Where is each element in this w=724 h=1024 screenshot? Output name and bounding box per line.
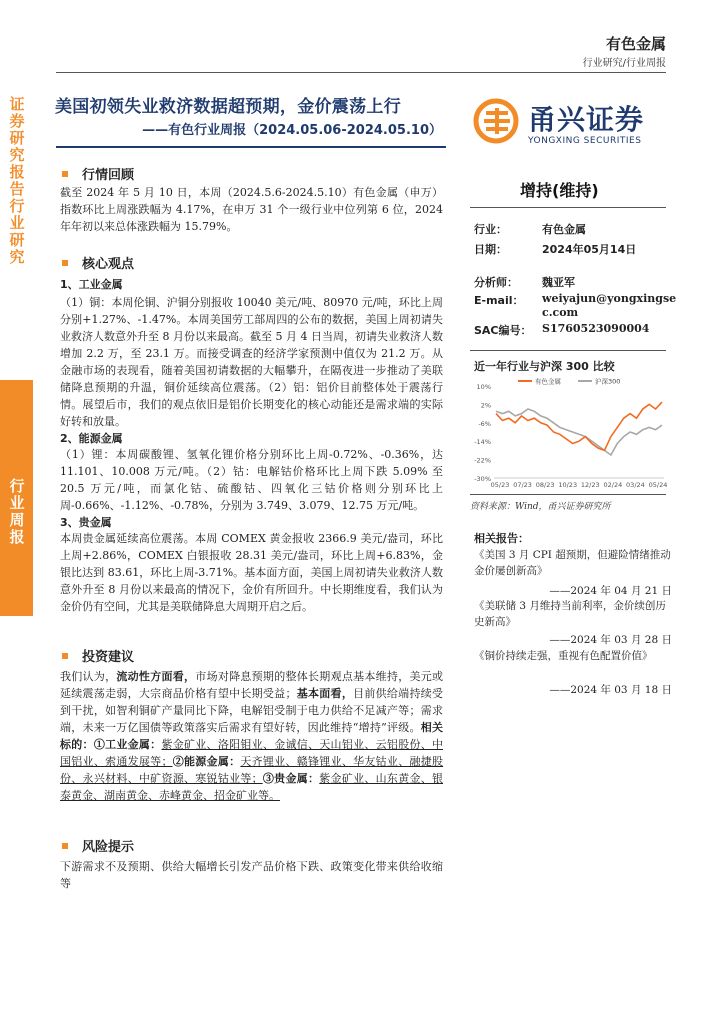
y-tick-label: -6% <box>478 419 491 428</box>
advice-bold-fundamental: 基本面看， <box>296 687 354 700</box>
advice-text-2: 市场对降息预期的整体长期观点基本维持，美元或延续震荡走弱，大宗商品价格有望中长期受益； <box>60 670 444 700</box>
date-key: 日期： <box>474 243 507 256</box>
section-heading-core <box>62 253 134 272</box>
y-tick-label: 10% <box>476 383 491 391</box>
legend-label: 沪深300 <box>595 377 621 386</box>
section-heading-advice-text: 投资建议 <box>82 650 135 665</box>
section-heading-risk-text: 风险提示 <box>82 840 135 855</box>
related-report-3-date: ——2024 年 03 月 18 日 <box>549 684 672 696</box>
advice-text-3: 目前供给端持续受到干扰，如智利铜矿产量同比下降，电解铝受制于电力供给不足减产等；需求端，未来一万亿国债等政策落实后需求有望好转，因此维持“增持”评级。 <box>60 687 444 734</box>
header-divider <box>56 72 666 73</box>
x-tick-label: 07/23 <box>513 481 532 489</box>
sac-value: S1760523090004 <box>542 322 650 335</box>
advice-bold-liquidity: 流动性方面看， <box>116 670 196 683</box>
sidebar-bar-label-text: 行业周报 <box>9 477 25 546</box>
energy-paragraph: （1）锂：本周碳酸锂、氢氧化锂价格分别环比上周-0.72%、-0.36%，达 11.101、10.008 万元/吨。（2）钴：电解钴价格环比上周下跌 5.09% 至 20.5 万元/吨，而氯化钴、硫酸钴、四氧化三钴价格则分别环比上周-0.66%、-1.12%、-0.78%，分别为 3.749、3.079、12.75 万元/吨。 <box>60 448 443 512</box>
x-tick-label: 02/24 <box>603 481 623 489</box>
sidebar-bar-label <box>6 478 28 546</box>
email-key: E-mail： <box>474 294 524 307</box>
analyst-key: 分析师： <box>474 276 518 289</box>
y-tick-label: -14% <box>474 438 491 447</box>
bullet-square-icon <box>62 843 68 849</box>
email-row <box>474 292 524 308</box>
review-paragraph: 截至 2024 年 5 月 10 日，本周（2024.5.6-2024.5.10）有色金属（申万）指数环比上周涨跌幅为 4.17%，在申万 31 个一级行业中位列第 6 位，2024 年年初以来总体涨跌幅为 15.79%。 <box>60 186 443 233</box>
bullet-square-icon <box>62 171 68 177</box>
chart-source-note: 资料来源：Wind，甬兴证券研究所 <box>470 502 611 512</box>
x-tick-label: 05/23 <box>490 481 510 489</box>
sac-key: SAC编号： <box>474 324 532 337</box>
industry-key: 行业： <box>474 223 507 236</box>
advice-paragraph <box>60 668 443 804</box>
y-tick-label: 2% <box>480 401 491 410</box>
bullet-square-icon <box>62 653 68 659</box>
x-tick-label: 05/24 <box>648 481 668 489</box>
chart-top-divider <box>470 350 666 351</box>
rating-divider <box>470 207 666 208</box>
sidebar-label-top-text: 证券研究报告 行业研究 <box>9 95 25 266</box>
comparison-line-chart <box>468 374 668 492</box>
subheading-industrial: 1、工业金属 <box>60 278 123 291</box>
advice-precious-targets: 紫金矿业、山东黄金、银泰黄金、湖南黄金、赤峰黄金、招金矿业等。 <box>60 772 444 802</box>
series-line <box>496 402 662 450</box>
report-subtitle: ——有色行业周报（2024.05.06-2024.05.10） <box>142 123 442 138</box>
precious-paragraph: 本周贵金属延续高位震荡。本周 COMEX 黄金报收 2366.9 美元/盎司，环比上周+2.86%，COMEX 白银报收 28.31 美元/盎司，环比上周+6.83%，金银比达到 83.61，环比上周-3.71%。基本面方面，美国上周初请失业救济人数意外升至 8 月份以来最高的情况下，金价有所回升。中长期维度看，我们认为金价仍有空间，尤其是美联储降息大周期开启之后。 <box>60 532 443 613</box>
section-heading-core-text: 核心观点 <box>82 257 135 272</box>
related-report-3-title[interactable]: 《铜价持续走强，重视有色配置价值》 <box>474 650 653 662</box>
logo-company-name: 甬兴证券 <box>528 103 645 136</box>
header-subtitle: 行业研究/行业周报 <box>582 58 666 69</box>
advice-text-1: 我们认为， <box>60 670 117 683</box>
x-tick-label: 03/24 <box>626 481 645 489</box>
analyst-row <box>474 274 518 290</box>
title-underline <box>56 146 446 148</box>
rating-label: 增持(维持) <box>520 181 599 200</box>
advice-bold-targets: 相关标的：①工业金属： <box>60 721 444 751</box>
report-title: 美国初领失业救济数据超预期，金价震荡上行 <box>55 97 401 117</box>
company-logo-icon <box>472 98 522 144</box>
subheading-precious: 3、贵金属 <box>60 516 112 529</box>
sidebar-label-top <box>6 96 28 266</box>
y-tick-label: -22% <box>474 456 491 465</box>
x-tick-label: 08/23 <box>535 481 555 489</box>
related-report-2-date: ——2024 年 03 月 28 日 <box>549 634 672 646</box>
advice-bold-energy: ②能源金属： <box>172 755 241 768</box>
chart-title: 近一年行业与沪深 300 比较 <box>474 360 615 373</box>
advice-industrial-targets: 紫金矿业、洛阳钼业、金诚信、天山铝业、云铝股份、中国铝业、索通发展等； <box>60 738 444 768</box>
section-heading-review-text: 行情回顾 <box>82 168 135 183</box>
date-row <box>474 241 507 257</box>
section-heading-advice <box>62 646 134 665</box>
email-value-line2[interactable]: c.com <box>542 306 579 319</box>
bullet-square-icon <box>62 260 68 266</box>
advice-energy-targets: 天齐锂业、赣锋锂业、华友钴业、融捷股份、永兴材料、中矿资源、寒锐钴业等； <box>60 755 444 785</box>
chart-bottom-divider <box>470 494 666 495</box>
advice-bold-precious: ③贵金属： <box>262 772 320 785</box>
sac-row <box>474 322 532 338</box>
risk-paragraph: 下游需求不及预期、供给大幅增长引发产品价格下跌、政策变化带来供给收缩等 <box>60 860 443 890</box>
section-heading-review <box>62 164 134 183</box>
related-report-2-title[interactable]: 《美联储 3 月维持当前利率，金价续创历史新高》 <box>474 600 666 628</box>
industry-value: 有色金属 <box>542 223 586 236</box>
subheading-energy: 2、能源金属 <box>60 432 123 445</box>
related-reports-title: 相关报告： <box>474 532 529 545</box>
logo-english-name: YONGXING SECURITIES <box>528 136 642 146</box>
x-tick-label: 10/23 <box>558 481 578 489</box>
industry-row <box>474 221 507 237</box>
related-report-1-date: ——2024 年 04 月 21 日 <box>549 585 672 597</box>
related-report-1-title[interactable]: 《美国 3 月 CPI 超预期，但避险情绪推动金价屡创新高》 <box>474 549 671 577</box>
analyst-value: 魏亚军 <box>542 276 575 289</box>
x-tick-label: 12/23 <box>580 481 600 489</box>
date-value: 2024年05月14日 <box>542 243 637 256</box>
email-value-line1[interactable]: weiyajun@yongxingse <box>542 292 677 305</box>
legend-label: 有色金属 <box>535 377 561 386</box>
header-industry-title: 有色金属 <box>605 35 666 53</box>
section-heading-risk <box>62 836 134 855</box>
y-tick-label: -30% <box>474 475 491 483</box>
industrial-paragraph: （1）铜：本周伦铜、沪铜分别报收 10040 美元/吨、80970 元/吨，环比上周分别+1.27%、-1.47%。本周美国劳工部周四的公布的数据，美国上周初请失业救济人数意外升至 8 月份以来最高。截至 5 月 4 日当周，初请失业救济人数增加 2.2 万，至 23.1 万。而接受调查的经济学家预测中值仅为 21.2 万。从金融市场的表现看，随着美国初请数据的大幅攀升，在隔夜进一步推动了美联储降息预期的升温，铜价延续高位震荡。（2）铝：铝价目前整体处于震荡行情。展望后市，我们的观点依旧是铝价长期变化的核心动能还是需求端的实际好转和放量。 <box>60 296 443 428</box>
